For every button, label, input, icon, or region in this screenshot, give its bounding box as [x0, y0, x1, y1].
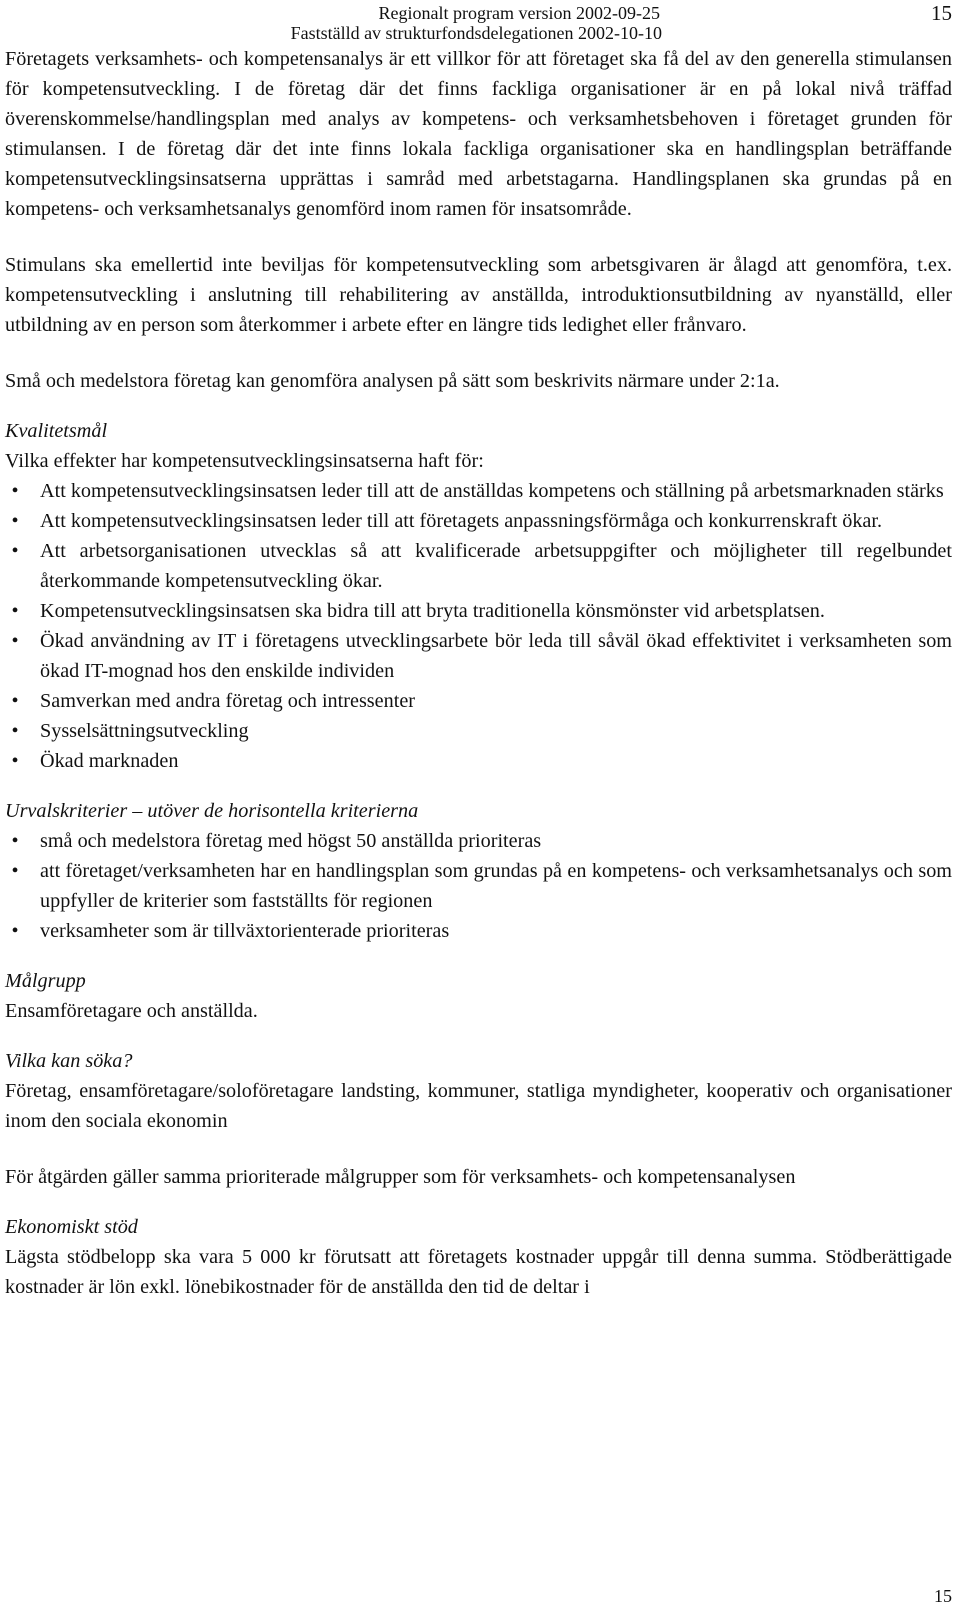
list-item: • små och medelstora företag med högst 50 anställda prioriteras	[5, 826, 952, 856]
bullet-icon: •	[11, 540, 19, 562]
document-body	[5, 44, 952, 1302]
header-approval-line: Fastställd av strukturfondsdelegationen 2002-10-10	[290, 23, 662, 43]
bullet-icon: •	[11, 510, 19, 532]
bullet-icon: •	[11, 480, 19, 502]
ekonomiskt-stod-text: Lägsta stödbelopp ska vara 5 000 kr förutsatt att företagets kostnader uppgår till denna summa. Stödberättigade kostnader är lön exkl. lönebikostnader för de anställda den tid de deltar i	[5, 1246, 952, 1298]
heading-vilka-kan-soka: Vilka kan söka?	[5, 1050, 133, 1072]
bullet-icon: •	[11, 830, 19, 852]
malgrupp-text: Ensamföretagare och anställda.	[5, 1000, 258, 1022]
list-item: • Att kompetensutvecklingsinsatsen leder till att de anställdas kompetens och ställning på arbetsmarknaden stärks	[5, 476, 952, 506]
list-item: • Kompetensutvecklingsinsatsen ska bidra till att bryta traditionella könsmönster vid arbetsplatsen.	[5, 596, 952, 626]
paragraph-analysis-requirement: Företagets verksamhets- och kompetensanalys är ett villkor för att företaget ska få del av den generella stimulansen för kompetensutveckling. I de företag där det finns fackliga organisationer är en på lokal nivå träffad överenskommelse/handlingsplan med analys av kompetens- och verksamhetsbehoven i företaget grunden för stimulansen. I de företag där det inte finns lokala fackliga organisationer ska en handlingsplan beträffande kompetensutvecklingsinsatserna upprättas i samråd med arbetstagarna. Handlingsplanen ska grundas på en kompetens- och verksamhetsanalys genomförd inom ramen för insatsområde.	[5, 48, 952, 220]
list-item: • Sysselsättningsutveckling	[5, 716, 952, 746]
bullet-icon: •	[11, 720, 19, 742]
paragraph-small-companies: Små och medelstora företag kan genomföra analysen på sätt som beskrivits närmare under 2:1a.	[5, 370, 780, 392]
vilka-kan-soka-text: Företag, ensamföretagare/soloföretagare landsting, kommuner, statliga myndigheter, kooperativ och organisationer inom den sociala ekonomin	[5, 1080, 952, 1132]
bullet-icon: •	[11, 690, 19, 712]
header-page-number: 15	[931, 1, 952, 25]
bullet-icon: •	[11, 860, 19, 882]
paragraph-stimulus-exclusion: Stimulans ska emellertid inte beviljas för kompetensutveckling som arbetsgivaren är ålagd att genomföra, t.ex. kompetensutveckling i anslutning till rehabilitering av anställda, introduktionsutbildning av nyanställd, eller utbildning av en person som återkommer i arbete efter en längre tids ledighet eller frånvaro.	[5, 254, 952, 336]
heading-urvalskriterier: Urvalskriterier – utöver de horisontella kriterierna	[5, 800, 419, 822]
heading-malgrupp: Målgrupp	[5, 970, 86, 992]
bullet-icon: •	[11, 630, 19, 652]
list-item: • Ökad marknaden	[5, 746, 952, 776]
list-item: • Samverkan med andra företag och intressenter	[5, 686, 952, 716]
heading-ekonomiskt-stod: Ekonomiskt stöd	[5, 1216, 138, 1238]
list-item: • att företaget/verksamheten har en handlingsplan som grundas på en kompetens- och verksamhetsanalys och som uppfyller de kriterier som fastställts för regionen	[5, 856, 952, 916]
footer-page-number: 15	[934, 1586, 952, 1606]
header-program-version: Regionalt program version 2002-09-25	[378, 3, 660, 23]
list-item: • Att arbetsorganisationen utvecklas så att kvalificerade arbetsuppgifter och möjligheter till regelbundet återkommande kompetensutveckling ökar.	[5, 536, 952, 596]
atgarden-malgrupper-text: För åtgärden gäller samma prioriterade målgrupper som för verksamhets- och kompetensanalysen	[5, 1166, 796, 1188]
bullet-icon: •	[11, 600, 19, 622]
page-header	[0, 0, 960, 44]
list-item: • Ökad användning av IT i företagens utvecklingsarbete bör leda till såväl ökad effektivitet i verksamheten som ökad IT-mognad hos den enskilde individen	[5, 626, 952, 686]
heading-kvalitetsmal: Kvalitetsmål	[5, 420, 108, 442]
kvalitetsmal-list	[5, 476, 952, 776]
bullet-icon: •	[11, 920, 19, 942]
list-item: • Att kompetensutvecklingsinsatsen leder till att företagets anpassningsförmåga och konkurrenskraft ökar.	[5, 506, 952, 536]
list-item: • verksamheter som är tillväxtorienterade prioriteras	[5, 916, 952, 946]
urvalskriterier-list	[5, 826, 952, 946]
bullet-icon: •	[11, 750, 19, 772]
kvalitetsmal-intro: Vilka effekter har kompetensutvecklingsinsatserna haft för:	[5, 450, 484, 472]
